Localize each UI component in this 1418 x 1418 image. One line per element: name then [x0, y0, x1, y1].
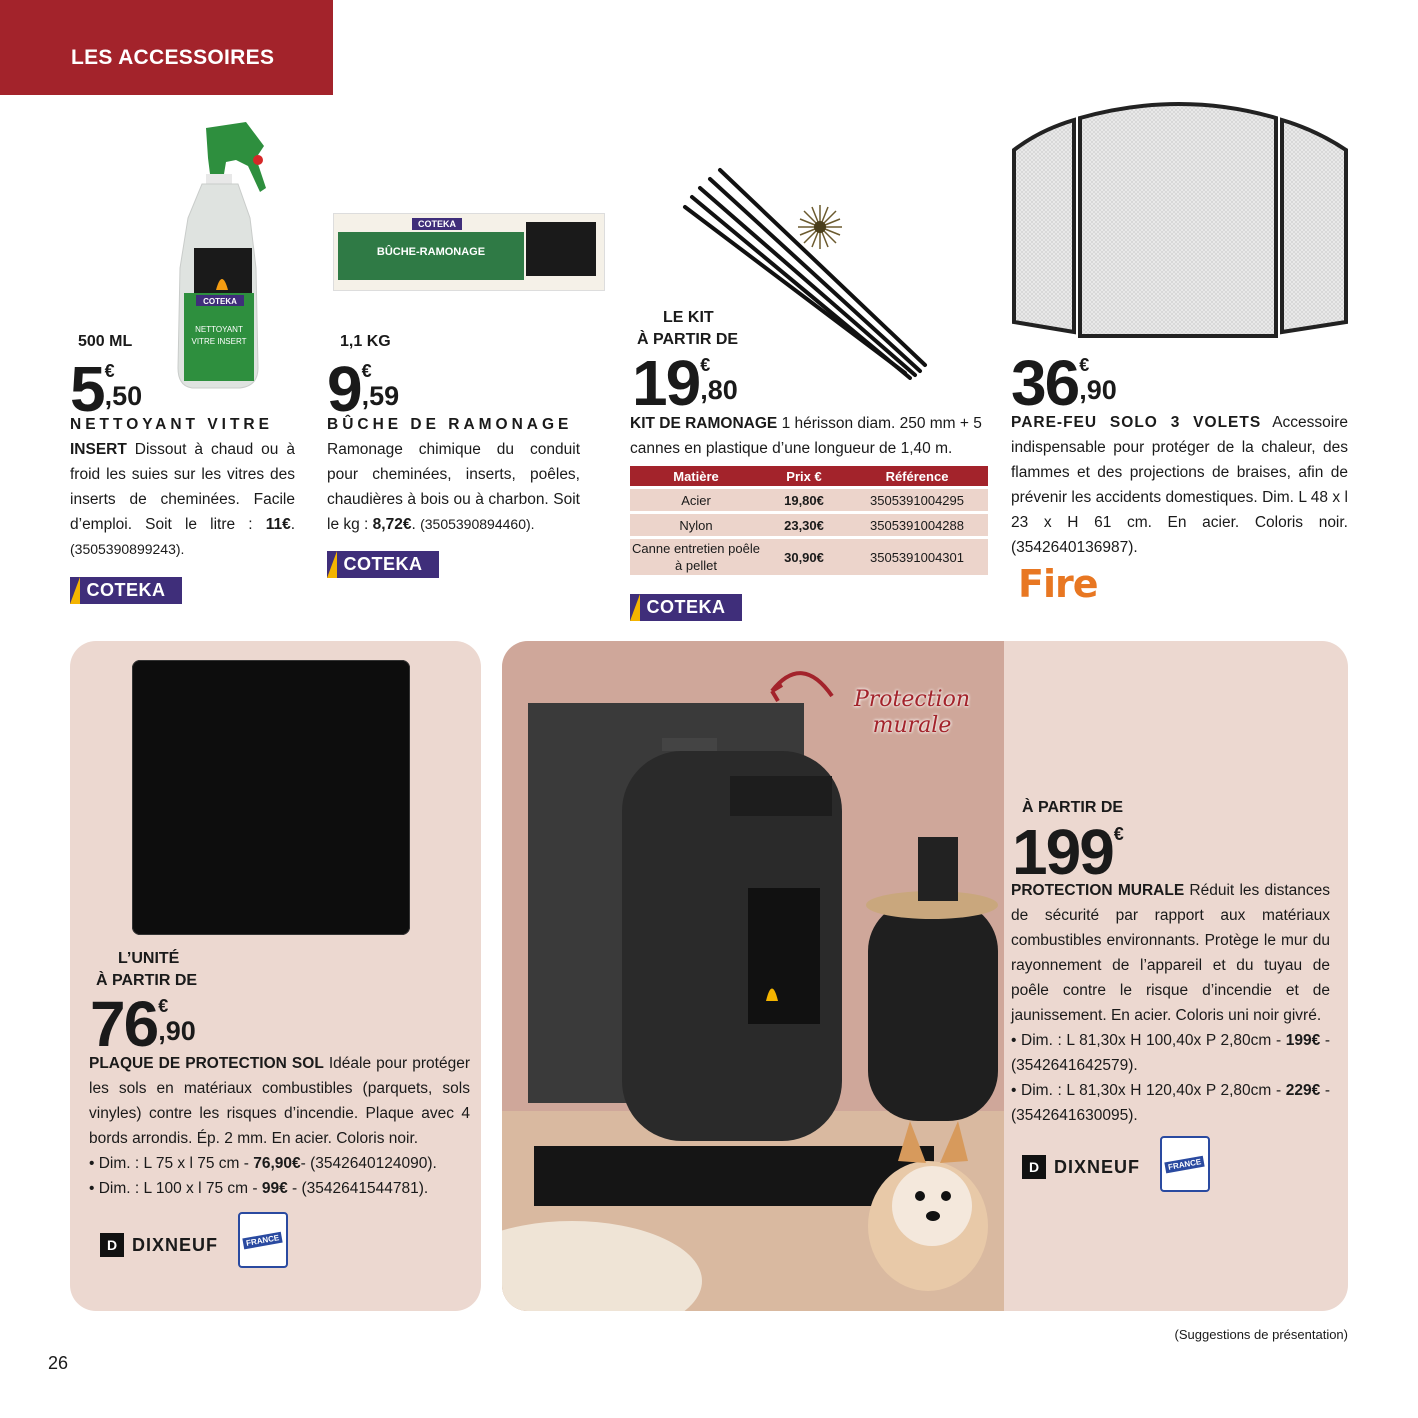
dixneuf-mark: D	[100, 1233, 124, 1257]
plaque-lead-1: L’UNITÉ	[118, 950, 180, 967]
nettoyant-ean: (3505390899243).	[70, 541, 185, 557]
nettoyant-price	[70, 353, 143, 425]
plaque-dim-2: • Dim. : L 100 x l 75 cm - 99€ - (3542641544781).	[89, 1180, 429, 1197]
buche-description: BÛCHE DE RAMONAGE Ramonage chimique du conduit pour cheminées, inserts, poêles, chaudières à bois ou à charbon. Soit le kg : 8,72€. (3505390894460).	[327, 416, 580, 533]
kit-lead-1: LE KIT	[663, 309, 714, 326]
price-currency: €	[104, 361, 115, 381]
nettoyant-title-1: NETTOYANT VITRE	[70, 416, 273, 433]
table-cell-ref: 3505391004288	[846, 514, 988, 536]
price-currency: €	[158, 996, 169, 1016]
floor-plate-image	[132, 660, 410, 935]
nettoyant-description: NETTOYANT VITRE INSERT Dissout à chaud ou à froid les suies sur les vitres des inserts de cheminées. Facile d’emploi. Soit le litre : 11€. (3505390899243).	[70, 416, 296, 557]
coteka-logo: COTEKA	[70, 577, 182, 604]
table-cell-prix: 30,90€	[762, 539, 846, 575]
kit-price	[632, 347, 738, 419]
table-header-row	[630, 466, 988, 486]
plaque-dim-1: • Dim. : L 75 x l 75 cm - 76,90€- (3542640124090).	[89, 1155, 437, 1172]
svg-text:NETTOYANT: NETTOYANT	[195, 325, 243, 334]
nettoyant-text: Dissout à chaud ou à froid les suies sur les vitres des inserts de cheminées. Facile d’emploi. Soit le litre :	[70, 441, 295, 533]
price-currency: €	[700, 355, 711, 375]
price-cents: ,59	[361, 381, 400, 411]
kit-price-table	[630, 463, 988, 578]
page-number: 26	[48, 1353, 69, 1373]
dixneuf-mark: D	[1022, 1155, 1046, 1179]
table-cell-matiere: Acier	[630, 489, 762, 511]
murale-dim-1: • Dim. : L 81,30x H 100,40x P 2,80cm - 199€ - (3542641642579).	[1011, 1032, 1330, 1074]
plaque-price	[90, 988, 196, 1060]
price-currency: €	[1113, 824, 1124, 844]
dixneuf-name: DIXNEUF	[1054, 1156, 1141, 1177]
table-row	[630, 489, 988, 511]
pare-feu-image	[1010, 100, 1350, 338]
kit-text: 1 hérisson diam. 250 mm + 5 cannes en plastique d’une longueur de 1,40 m.	[630, 415, 982, 457]
coteka-logo: COTEKA	[327, 551, 439, 578]
parefeu-description	[1011, 410, 1348, 560]
nettoyant-title-2: INSERT	[70, 441, 127, 458]
kit-title: KIT DE RAMONAGE	[630, 415, 778, 432]
fire-brand-logo: Fire	[1018, 562, 1098, 606]
buche-box-image	[333, 213, 605, 291]
table-cell-matiere: Canne entretien poêle à pellet	[630, 539, 762, 575]
table-cell-ref: 3505391004295	[846, 489, 988, 511]
price-currency: €	[1079, 355, 1090, 375]
murale-text: Réduit les distances de sécurité par rapport aux matériaux combustibles environnants. Protège le mur du rayonnement de l’appareil et du tuyau de poêle contre le risque d’incendie et de jaunissement. En acier. Coloris uni noir givré.	[1011, 882, 1330, 1024]
box-brand: COTEKA	[412, 218, 462, 230]
coteka-logo: COTEKA	[630, 594, 742, 621]
murale-description	[1011, 878, 1330, 1128]
price-cents: ,50	[104, 381, 143, 411]
table-cell-ref: 3505391004301	[846, 539, 988, 575]
table-cell-matiere: Nylon	[630, 514, 762, 536]
table-header: Matière	[630, 466, 762, 486]
price-currency: €	[361, 361, 372, 381]
origine-label: FRANCE	[1165, 1155, 1206, 1173]
origine-france-badge	[1160, 1136, 1210, 1192]
price-integer: 19	[632, 347, 700, 419]
price-integer: 36	[1011, 347, 1079, 419]
murale-lead: À PARTIR DE	[1022, 799, 1124, 816]
nettoyant-unit-price: 11€	[265, 516, 291, 533]
buche-unit-price: 8,72€	[372, 516, 412, 533]
buche-text: Ramonage chimique du conduit pour cheminées, inserts, poêles, chaudières à bois ou à charbon. Soit le kg :	[327, 441, 580, 533]
buche-ean: (3505390894460).	[420, 516, 535, 532]
dixneuf-logo	[100, 1233, 218, 1257]
svg-text:VITRE INSERT: VITRE INSERT	[191, 337, 247, 346]
price-cents: ,90	[1079, 375, 1117, 405]
price-integer: 9	[327, 353, 361, 425]
dixneuf-logo	[1022, 1155, 1140, 1179]
plaque-text: Idéale pour protéger les sols en matériaux combustibles (parquets, sols vinyles) contre les risques d’incendie. Plaque avec 4 bords arrondis. Ép. 2 mm. En acier. Coloris noir.	[89, 1055, 470, 1147]
origine-france-badge	[238, 1212, 288, 1268]
table-header: Prix €	[762, 466, 846, 486]
section-header	[0, 0, 333, 95]
price-cents: ,80	[700, 375, 738, 405]
plaque-title: PLAQUE DE PROTECTION SOL	[89, 1055, 324, 1072]
kit-lead-2: À PARTIR DE	[637, 331, 739, 348]
murale-price	[1012, 816, 1124, 888]
box-label: BÛCHE-RAMONAGE	[376, 246, 486, 258]
spray-bottle-image	[176, 118, 266, 390]
section-title: LES ACCESSOIRES	[71, 46, 275, 69]
origine-label: FRANCE	[243, 1231, 284, 1249]
price-integer: 199	[1012, 816, 1113, 888]
murale-dim-2: • Dim. : L 81,30x H 120,40x P 2,80cm - 229€ - (3542641630095).	[1011, 1082, 1330, 1124]
kit-description	[630, 411, 990, 461]
bottle-brand: COTEKA	[203, 297, 237, 306]
buche-price	[327, 353, 400, 425]
table-header: Référence	[846, 466, 988, 486]
annotation-label: Protection murale	[853, 687, 971, 738]
table-row	[630, 539, 988, 575]
presentation-note: (Suggestions de présentation)	[1174, 1327, 1348, 1342]
table-cell-prix: 19,80€	[762, 489, 846, 511]
nettoyant-size: 500 ML	[78, 333, 133, 350]
parefeu-price	[1011, 347, 1117, 419]
table-cell-prix: 23,30€	[762, 514, 846, 536]
dixneuf-name: DIXNEUF	[132, 1234, 219, 1255]
buche-size: 1,1 KG	[340, 333, 391, 350]
price-integer: 76	[90, 988, 158, 1060]
parefeu-text: Accessoire indispensable pour protéger de la chaleur, des flammes et des projections de braises, afin de prévenir les accidents domestiques. Dim. L 48 x l 23 x H 61 cm. En acier. Coloris noir. (3542640136987).	[1011, 414, 1348, 556]
murale-title: PROTECTION MURALE	[1011, 882, 1185, 899]
buche-title: BÛCHE DE RAMONAGE	[327, 416, 573, 433]
stove-room-photo	[502, 641, 1004, 1311]
price-cents: ,90	[158, 1016, 196, 1046]
plaque-description	[89, 1051, 470, 1201]
price-integer: 5	[70, 353, 104, 425]
parefeu-title: PARE-FEU SOLO 3 VOLETS	[1011, 414, 1262, 431]
table-row	[630, 514, 988, 536]
plaque-lead-2: À PARTIR DE	[96, 972, 198, 989]
